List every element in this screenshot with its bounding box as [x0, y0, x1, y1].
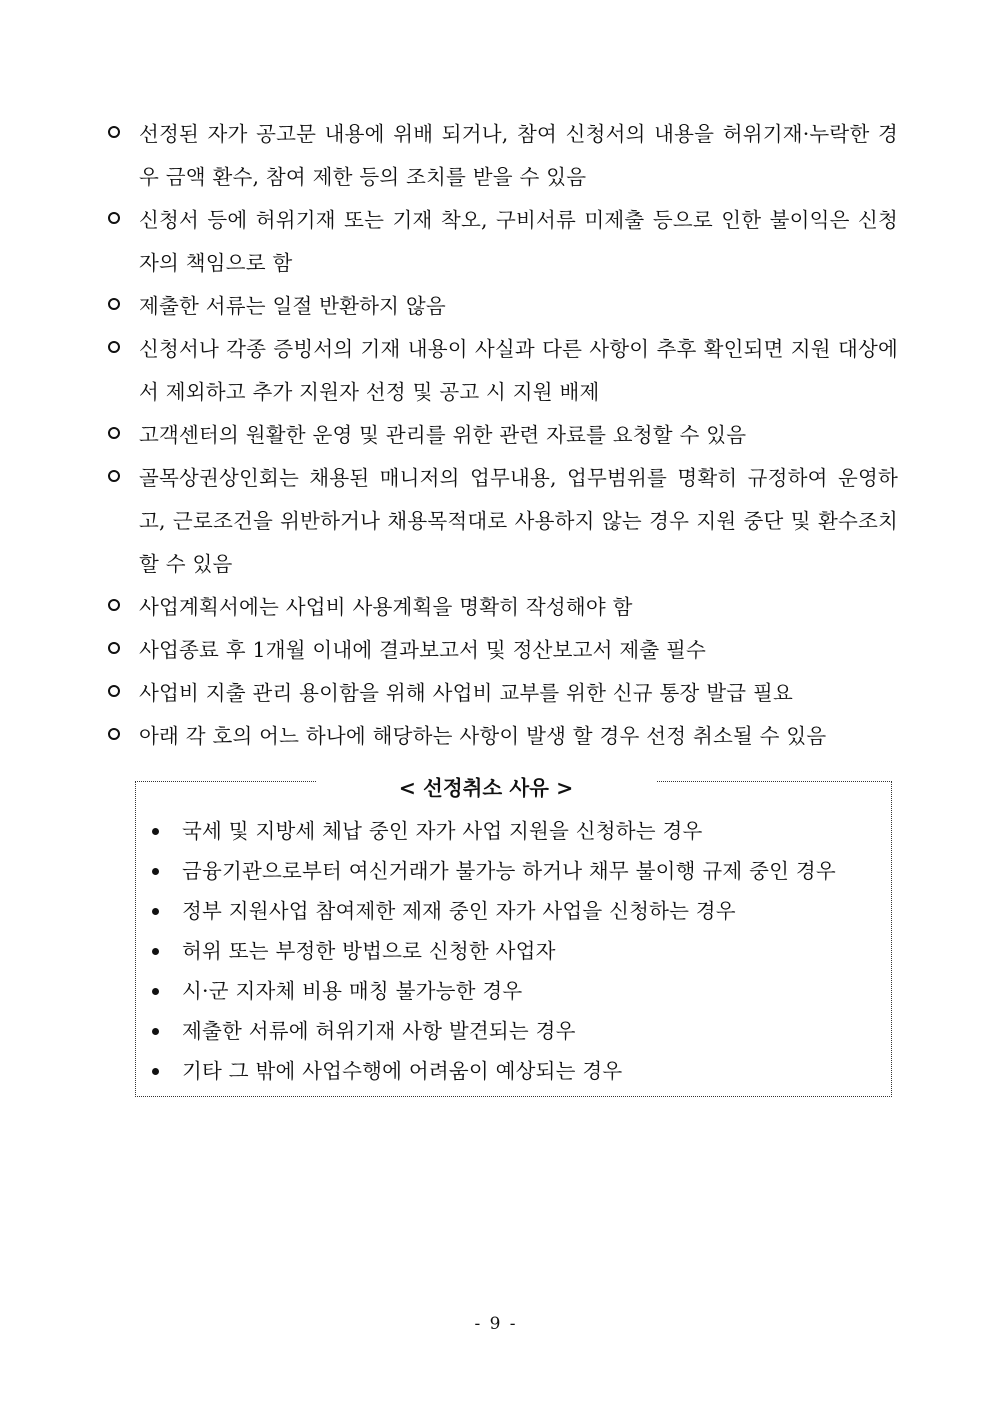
notice-item	[106, 629, 898, 672]
cancellation-reason	[147, 971, 877, 1011]
cancellation-reason	[147, 891, 877, 931]
cancellation-reason-text: 시·군 지자체 비용 매칭 불가능한 경우	[182, 979, 523, 1003]
hollow-circle-bullet-icon	[108, 298, 120, 310]
hollow-circle-bullet-icon	[108, 341, 120, 353]
cancellation-box-title: < 선정취소 사유 >	[316, 770, 656, 806]
notice-text: 고객센터의 원활한 운영 및 관리를 위한 관련 자료를 요청할 수 있음	[139, 423, 747, 447]
cancellation-reason-text: 제출한 서류에 허위기재 사항 발견되는 경우	[182, 1019, 576, 1043]
notice-item	[106, 672, 898, 715]
notice-text: 사업계획서에는 사업비 사용계획을 명확히 작성해야 함	[139, 595, 633, 619]
filled-dot-bullet-icon	[152, 948, 159, 955]
notice-item	[106, 113, 898, 199]
filled-dot-bullet-icon	[152, 908, 159, 915]
hollow-circle-bullet-icon	[108, 427, 120, 439]
cancellation-reason	[147, 1011, 877, 1051]
notice-text: 아래 각 호의 어느 하나에 해당하는 사항이 발생 할 경우 선정 취소될 수 있음	[139, 724, 827, 748]
notice-text: 사업비 지출 관리 용이함을 위해 사업비 교부를 위한 신규 통장 발급 필요	[139, 681, 793, 705]
hollow-circle-bullet-icon	[108, 728, 120, 740]
cancellation-reason	[147, 1051, 877, 1091]
hollow-circle-bullet-icon	[108, 212, 120, 224]
hollow-circle-bullet-icon	[108, 642, 120, 654]
notice-item	[106, 199, 898, 285]
notice-list	[106, 113, 898, 758]
hollow-circle-bullet-icon	[108, 470, 120, 482]
cancellation-reason-text: 기타 그 밖에 사업수행에 어려움이 예상되는 경우	[182, 1059, 623, 1083]
filled-dot-bullet-icon	[152, 1068, 159, 1075]
notice-item	[106, 457, 898, 586]
notice-text: 신청서나 각종 증빙서의 기재 내용이 사실과 다른 사항이 추후 확인되면 지원 대상에서 제외하고 추가 지원자 선정 및 공고 시 지원 배제	[139, 337, 898, 404]
cancellation-reason-text: 금융기관으로부터 여신거래가 불가능 하거나 채무 불이행 규제 중인 경우	[182, 859, 836, 883]
hollow-circle-bullet-icon	[108, 599, 120, 611]
notice-text: 신청서 등에 허위기재 또는 기재 착오, 구비서류 미제출 등으로 인한 불이익은 신청자의 책임으로 함	[139, 208, 898, 275]
page-number: - 9 -	[474, 1314, 518, 1334]
cancellation-reason	[147, 811, 877, 851]
notice-item	[106, 586, 898, 629]
hollow-circle-bullet-icon	[108, 685, 120, 697]
cancellation-reason-text: 허위 또는 부정한 방법으로 신청한 사업자	[182, 939, 556, 963]
cancellation-reason	[147, 851, 877, 891]
notice-text: 제출한 서류는 일절 반환하지 않음	[139, 294, 446, 318]
notice-item	[106, 414, 898, 457]
cancellation-reason	[147, 931, 877, 971]
filled-dot-bullet-icon	[152, 828, 159, 835]
notice-item	[106, 715, 898, 758]
notice-item	[106, 285, 898, 328]
cancellation-reason-text: 국세 및 지방세 체납 중인 자가 사업 지원을 신청하는 경우	[182, 819, 703, 843]
hollow-circle-bullet-icon	[108, 126, 120, 138]
filled-dot-bullet-icon	[152, 1028, 159, 1035]
cancellation-reasons-list	[147, 811, 877, 1091]
notice-item	[106, 328, 898, 414]
filled-dot-bullet-icon	[152, 988, 159, 995]
filled-dot-bullet-icon	[152, 868, 159, 875]
notice-text: 골목상권상인회는 채용된 매니저의 업무내용, 업무범위를 명확히 규정하여 운영하고, 근로조건을 위반하거나 채용목적대로 사용하지 않는 경우 지원 중단 및 환수조치 할 수 있음	[139, 466, 898, 576]
cancellation-reason-text: 정부 지원사업 참여제한 제재 중인 자가 사업을 신청하는 경우	[182, 899, 736, 923]
notice-text: 사업종료 후 1개월 이내에 결과보고서 및 정산보고서 제출 필수	[139, 638, 707, 662]
notice-text: 선정된 자가 공고문 내용에 위배 되거나, 참여 신청서의 내용을 허위기재·누락한 경우 금액 환수, 참여 제한 등의 조치를 받을 수 있음	[139, 122, 898, 189]
